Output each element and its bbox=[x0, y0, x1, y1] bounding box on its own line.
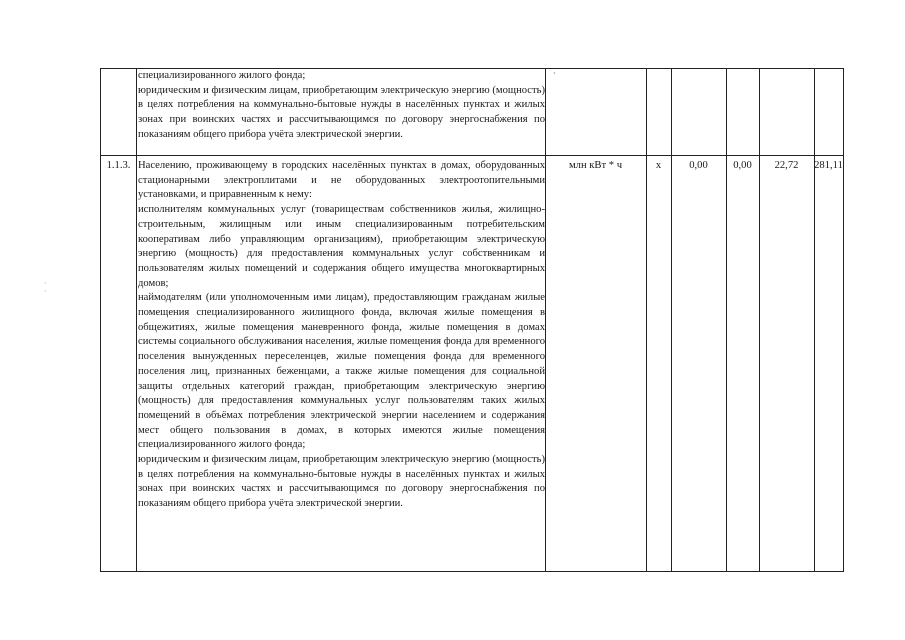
row2-description bbox=[138, 159, 545, 512]
column-border bbox=[646, 69, 647, 571]
column-border bbox=[671, 69, 672, 571]
column-border bbox=[814, 69, 815, 571]
tariff-table bbox=[100, 68, 844, 572]
row1-description bbox=[138, 69, 545, 143]
scan-mark: ˋ bbox=[553, 71, 556, 81]
row2-paragraph-1: Населению, проживающему в городских населённых пунктах в домах, оборудованных стационарными электроплитами и не оборудованных электроотопительными установками, и приравненным к нему: bbox=[138, 160, 545, 201]
row2-value-4: 281,11 bbox=[814, 160, 843, 171]
column-border bbox=[136, 69, 137, 571]
row2-value-1: 0,00 bbox=[689, 160, 708, 171]
row2-unit: млн кВт * ч bbox=[568, 160, 623, 171]
row2-value-3: 22,72 bbox=[774, 160, 799, 171]
row2-mark: х bbox=[655, 160, 662, 171]
row1-paragraph-2: юридическим и физическим лицам, приобретающим электрическую энергию (мощность) в целях потребления на коммунально-бытовые нужды в населённых пунктах и жилых зонах при воинских частях и рассчитывающимся по договору энергоснабжения по показаниям общего прибора учёта электрической энергии. bbox=[138, 84, 545, 140]
scan-edge-mark: · · bbox=[44, 279, 47, 296]
row2-paragraph-4: юридическим и физическим лицам, приобретающим электрическую энергию (мощность) в целях потребления на коммунально-бытовые нужды в населённых пунктах и жилых зонах при воинских частях и рассчитывающимся по договору энергоснабжения по показаниям общего прибора учёта электрической энергии. bbox=[138, 454, 545, 510]
column-border bbox=[726, 69, 727, 571]
row2-paragraph-2: исполнителям коммунальных услуг (товариществам собственников жилья, жилищно-строительным, жилищным или иным специализированным потребительским кооперативам либо управляющим организациям), приобретающим электрическую энергию (мощность) для предоставления коммунальных услуг собственникам и пользователям жилых помещений и содержания общего имущества многоквартирных домов; bbox=[138, 204, 545, 289]
row2-paragraph-3: наймодателям (или уполномоченным ими лицам), предоставляющим гражданам жилые помещения специализированного жилищного фонда, включая жилые помещения в общежитиях, жилые помещения маневренного фонда, жилые помещения в домах системы социального обслуживания населения, жилые помещения фонда для временного поселения вынужденных переселенцев, жилые помещения фонда для временного поселения лиц, признанных беженцами, а также жилые помещения для социальной защиты отдельных категорий граждан, приобретающим электрическую энергию (мощность) для предоставления коммунальных услуг пользователям таких жилых помещений в объёмах потребления электрической энергии населением и содержания мест общего пользования в домах, в которых имеются жилые помещения специализированного жилого фонда; bbox=[138, 292, 545, 451]
row2-value-2: 0,00 bbox=[733, 160, 752, 171]
row-border bbox=[101, 155, 843, 156]
row1-paragraph-1: специализированного жилого фонда; bbox=[138, 70, 306, 81]
column-border bbox=[759, 69, 760, 571]
row2-number: 1.1.3. bbox=[106, 160, 131, 171]
column-border bbox=[545, 69, 546, 571]
